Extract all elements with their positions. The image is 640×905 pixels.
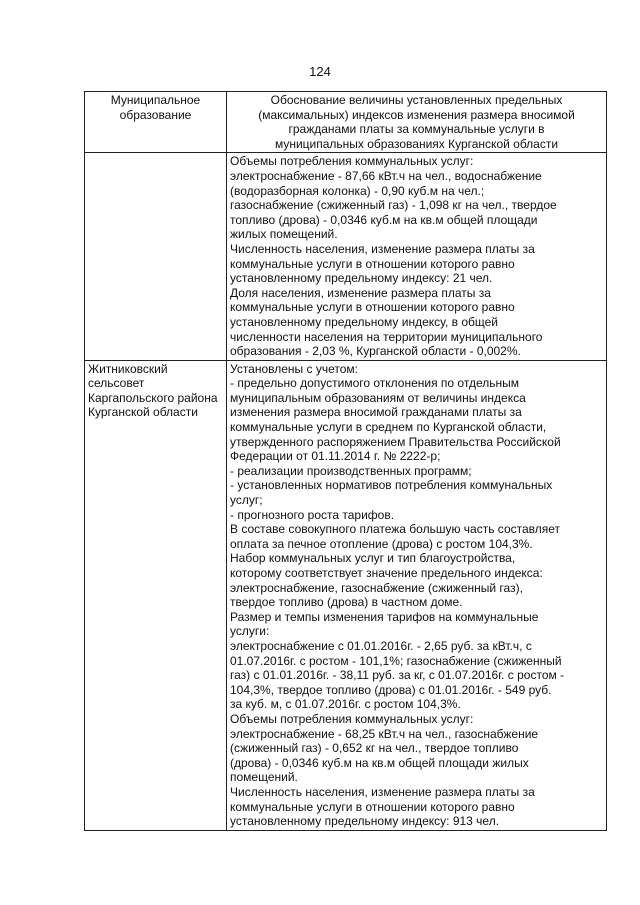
justification-line: Объемы потребления коммунальных услуг: [230,154,474,169]
justification-line: - предельно допустимого отклонения по отдельным [230,376,519,391]
justification-line: - реализации производственных программ; [230,463,472,478]
justification-line: твердое топливо (дрова) в частном доме. [230,595,463,610]
justification-line: коммунальные услуги в отношении которого равно [230,256,515,271]
justification-line: за куб. м, с 01.07.2016г. с ростом 104,3%. [230,697,461,712]
justification-line: Доля населения, изменение размера платы за [230,285,491,300]
header-municipality-line: образование [119,107,192,122]
justification-line: жилых помещений. [230,227,338,242]
justification-line: (дрова) - 0,0346 куб.м на кв.м общей площади жилых [230,755,529,770]
justification-line: (водоразборная колонка) - 0,90 куб.м на чел.; [230,183,485,198]
justification-line: топливо (дрова) - 0,0346 куб.м на кв.м общей площади [230,212,538,227]
justification-line: помещений. [230,770,298,785]
header-municipality-line: Муниципальное [110,93,201,107]
justification-line: образования - 2,03 %, Курганской области - 0,002%. [230,344,521,359]
justification-line: (сжиженный газ) - 0,652 кг на чел., твердое топливо [230,741,519,756]
justification-line: Численность населения, изменение размера платы за [230,784,535,799]
justification-line: коммунальные услуги в отношении которого равно [230,300,515,315]
municipality-cell [85,153,227,360]
justification-line: 104,3%, твердое топливо (дрова) с 01.01.2016г. - 549 руб. [230,682,552,697]
justification-line: коммунальные услуги в среднем по Курганской области, [230,420,547,435]
justification-line: Размер и темпы изменения тарифов на коммунальные [230,609,539,624]
justification-line: электроснабжение - 68,25 кВт.ч на чел., газоснабжение [230,726,539,741]
header-municipality [85,92,227,153]
municipality-line: Каргапольского района [88,390,218,405]
justification-line: электроснабжение - 87,66 кВт.ч на чел., водоснабжение [230,168,542,183]
tariff-table [84,91,607,831]
justification-line: 01.07.2016г. с ростом - 101,1%; газоснабжение (сжиженный [230,653,562,668]
header-justification-line: (максимальных) индексов изменения размера вносимой [258,107,575,122]
municipality-line: сельсовет [88,376,145,391]
header-justification [227,92,607,153]
justification-line: оплата за печное отопление (дрова) с ростом 104,3%. [230,536,533,551]
municipality-cell [85,360,227,830]
page-number: 124 [309,64,331,79]
justification-line: газоснабжение (сжиженный газ) - 1,098 кг на чел., твердое [230,198,557,213]
justification-line: услуг; [230,493,263,508]
municipality-line: Житниковский [88,361,168,376]
justification-line: муниципальным образованиям от величины индекса [230,390,526,405]
justification-line: изменения размера вносимой гражданами платы за [230,405,522,420]
justification-line: которому соответствует значение предельного индекса: [230,566,543,580]
justification-line: установленному предельному индексу, в общей [230,314,498,329]
justification-line: электроснабжение, газоснабжение (сжиженный газ), [230,580,523,595]
justification-line: Установлены с учетом: [230,361,358,376]
justification-line: электроснабжение с 01.01.2016г. - 2,65 руб. за кВт.ч, с [230,638,532,653]
justification-line: численности населения на территории муниципального [230,329,543,344]
justification-line: установленному предельному индексу: 21 чел. [230,271,493,286]
justification-line: В составе совокупного платежа большую часть составляет [230,522,561,537]
justification-line: Объемы потребления коммунальных услуг: [230,711,474,726]
justification-line: - установленных нормативов потребления коммунальных [230,478,553,493]
justification-line: установленному предельному индексу: 913 чел. [230,814,500,829]
justification-line: газ) с 01.01.2016г. - 38,11 руб. за кг, с 01.07.2016г. с ростом - [230,668,565,683]
justification-line: Численность населения, изменение размера платы за [230,241,535,256]
municipality-line: Курганской области [88,405,198,420]
justification-line: утвержденного распоряжением Правительства Российской [230,434,561,449]
justification-line: услуги: [230,624,270,639]
justification-cell [227,360,607,830]
justification-line: Набор коммунальных услуг и тип благоустройства, [230,551,516,566]
table-row [85,360,607,830]
table-row [85,153,607,360]
header-justification-line: гражданами платы за коммунальные услуги в [288,122,545,137]
header-justification-line: Обоснование величины установленных предельных [270,93,563,107]
justification-line: - прогнозного роста тарифов. [230,507,395,522]
justification-line: Федерации от 01.11.2014 г. № 2222-р; [230,449,441,464]
justification-cell [227,153,607,360]
header-justification-line: муниципальных образованиях Курганской области [274,136,559,151]
justification-line: коммунальные услуги в отношении которого равно [230,799,515,814]
table-header-row [85,92,607,153]
